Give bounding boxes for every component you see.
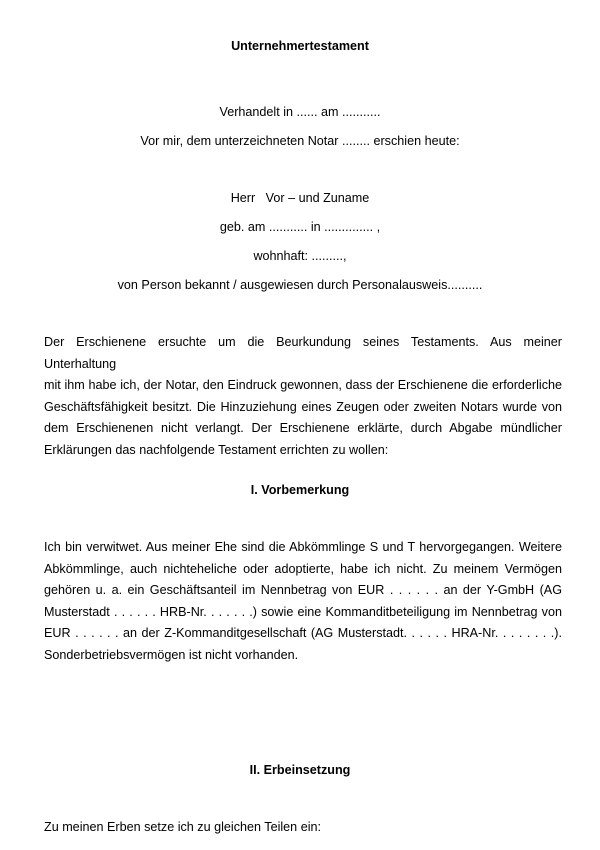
herr-line: Herr Vor – und Zuname xyxy=(230,191,370,205)
intro-line: Erklärungen das nachfolgende Testament errichten zu wollen: xyxy=(44,442,389,457)
erbeinsetzung-text: Zu meinen Erben setze ich zu gleichen Teilen ein: xyxy=(44,820,321,834)
vorbemerkung-line: Sonderbetriebsvermögen ist nicht vorhanden. xyxy=(44,647,299,662)
vorbemerkung-line: Ich bin verwitwet. Aus meiner Ehe sind die Abkömmlinge S und T hervorgegangen. Weitere xyxy=(44,540,562,554)
intro-line: dem Erschienenen nicht verlangt. Der Erschienene erklärte, durch Abgabe mündlicher xyxy=(44,421,562,435)
geburt-line: geb. am ........... in .............. , xyxy=(219,220,381,234)
ausweis-line: von Person bekannt / ausgewiesen durch Personalausweis.......... xyxy=(117,278,483,292)
vorbemerkung-line: Musterstadt . . . . . . HRB-Nr. . . . . . .) sowie eine Kommanditbeteiligung im Nennbetrag von xyxy=(44,604,562,619)
section-heading-erbeinsetzung: II. Erbeinsetzung xyxy=(249,763,351,777)
section-heading-vorbemerkung: I. Vorbemerkung xyxy=(250,483,350,497)
intro-line: mit ihm habe ich, der Notar, den Eindruck gewonnen, dass der Erschienene die erforderliche xyxy=(44,378,562,392)
document-title: Unternehmertestament xyxy=(231,39,369,53)
vorbemerkung-line: EUR . . . . . . an der Z-Kommanditgesellschaft (AG Musterstadt. . . . . . HRA-Nr. . . . . . . .). xyxy=(44,626,562,640)
intro-line: Der Erschienene ersuchte um die Beurkundung seines Testaments. Aus meiner Unterhaltung xyxy=(44,335,562,371)
wohnhaft-line: wohnhaft: ........., xyxy=(253,249,347,263)
intro-line: Geschäftsfähigkeit besitzt. Die Hinzuziehung eines Zeugen oder zweiten Notars wurde von xyxy=(44,399,562,414)
verhandelt-line: Verhandelt in ...... am ........... xyxy=(219,105,381,119)
vorbemerkung-line: gehören u. a. ein Geschäftsanteil im Nennbetrag von EUR . . . . . . an der Y-GmbH (AG xyxy=(44,583,562,597)
notar-line: Vor mir, dem unterzeichneten Notar ........ erschien heute: xyxy=(140,134,460,148)
intro-paragraph xyxy=(44,332,562,461)
vorbemerkung-line: Abkömmlinge, auch nichteheliche oder adoptierte, habe ich nicht. Zu meinem Vermögen xyxy=(44,561,562,576)
vorbemerkung-paragraph xyxy=(44,537,562,666)
